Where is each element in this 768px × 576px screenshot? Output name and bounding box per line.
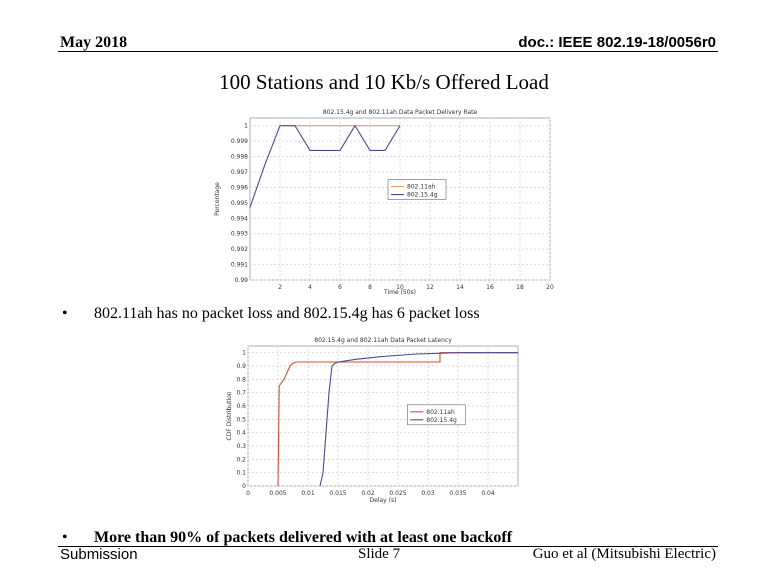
x-tick-label: 10 [396, 284, 404, 291]
legend-entry: 802.11ah [426, 408, 455, 416]
y-tick-label: 0 [242, 483, 246, 490]
x-tick-label: 0.025 [389, 490, 407, 497]
x-tick-label: 0.035 [449, 490, 467, 497]
y-tick-label: 0.994 [230, 215, 248, 223]
y-tick-label: 1 [244, 122, 248, 130]
y-tick-label: 0.7 [236, 389, 246, 397]
latency-chart [224, 334, 524, 504]
slide-title: 100 Stations and 10 Kb/s Offered Load [219, 70, 549, 94]
y-tick-label: 0.2 [236, 456, 246, 464]
y-tick-label: 1 [242, 349, 246, 357]
chart-title: 802.15.4g and 802.11ah Data Packet Delivery Rate [322, 109, 478, 116]
y-tick-label: 0.8 [236, 376, 246, 384]
x-tick-label: 6 [338, 284, 342, 291]
y-tick-label: 0.995 [230, 199, 248, 207]
x-tick-label: 0.01 [301, 490, 315, 497]
x-axis-label: Time (50s) [383, 289, 417, 296]
y-tick-label: 0.998 [230, 153, 248, 161]
x-tick-label: 14 [456, 284, 464, 291]
x-tick-label: 18 [516, 284, 524, 291]
footer-submission: Submission [60, 546, 138, 563]
legend-entry: 802.15.4g [407, 191, 438, 199]
bullet-glyph: • [62, 305, 68, 322]
x-tick-label: 16 [486, 284, 494, 291]
x-tick-label: 0.04 [481, 490, 495, 497]
x-tick-label: 8 [368, 284, 372, 291]
y-tick-label: 0.996 [230, 184, 248, 192]
y-tick-label: 0.6 [236, 403, 246, 410]
y-tick-label: 0.997 [230, 169, 248, 176]
y-axis-label: CDF Distribution [226, 391, 233, 441]
legend-entry: 802.15.4g [426, 416, 457, 424]
bullet-glyph: • [62, 529, 68, 546]
y-axis-label: Percentage [214, 182, 221, 216]
chart-title: 802.15.4g and 802.11ah Data Packet Latency [314, 337, 452, 344]
x-tick-label: 12 [426, 284, 434, 291]
x-axis-label: Delay (s) [369, 497, 397, 504]
x-tick-label: 0.03 [421, 490, 435, 497]
y-tick-label: 0.993 [230, 230, 248, 238]
x-tick-label: 0.005 [269, 490, 287, 497]
x-tick-label: 0.02 [361, 490, 375, 497]
y-tick-label: 0.9 [236, 363, 246, 370]
bullet-backoff: More than 90% of packets delivered with at least one backoff [94, 529, 513, 546]
x-tick-label: 4 [308, 284, 312, 291]
y-tick-label: 0.4 [236, 429, 246, 437]
y-tick-label: 0.1 [236, 469, 246, 477]
y-tick-label: 0.99 [234, 277, 248, 284]
x-tick-label: 0 [246, 490, 250, 497]
y-tick-label: 0.992 [230, 246, 248, 254]
x-tick-label: 0.015 [329, 490, 347, 497]
header-doc-id: doc.: IEEE 802.19-18/0056r0 [518, 34, 716, 51]
y-tick-label: 0.5 [236, 416, 246, 424]
bullet-packet-loss: 802.11ah has no packet loss and 802.15.4g has 6 packet loss [94, 305, 480, 322]
x-tick-label: 2 [278, 284, 282, 291]
plot-area [248, 346, 518, 486]
footer-authors: Guo et al (Mitsubishi Electric) [532, 546, 716, 562]
y-tick-label: 0.3 [236, 443, 246, 450]
header-rule [58, 51, 718, 52]
header-date: May 2018 [60, 34, 128, 51]
y-tick-label: 0.991 [230, 261, 248, 269]
x-tick-label: 20 [546, 284, 554, 291]
delivery-rate-chart [212, 106, 558, 296]
y-tick-label: 0.999 [230, 138, 248, 146]
footer-slide-number: Slide 7 [358, 546, 401, 562]
legend-entry: 802.11ah [407, 183, 436, 191]
